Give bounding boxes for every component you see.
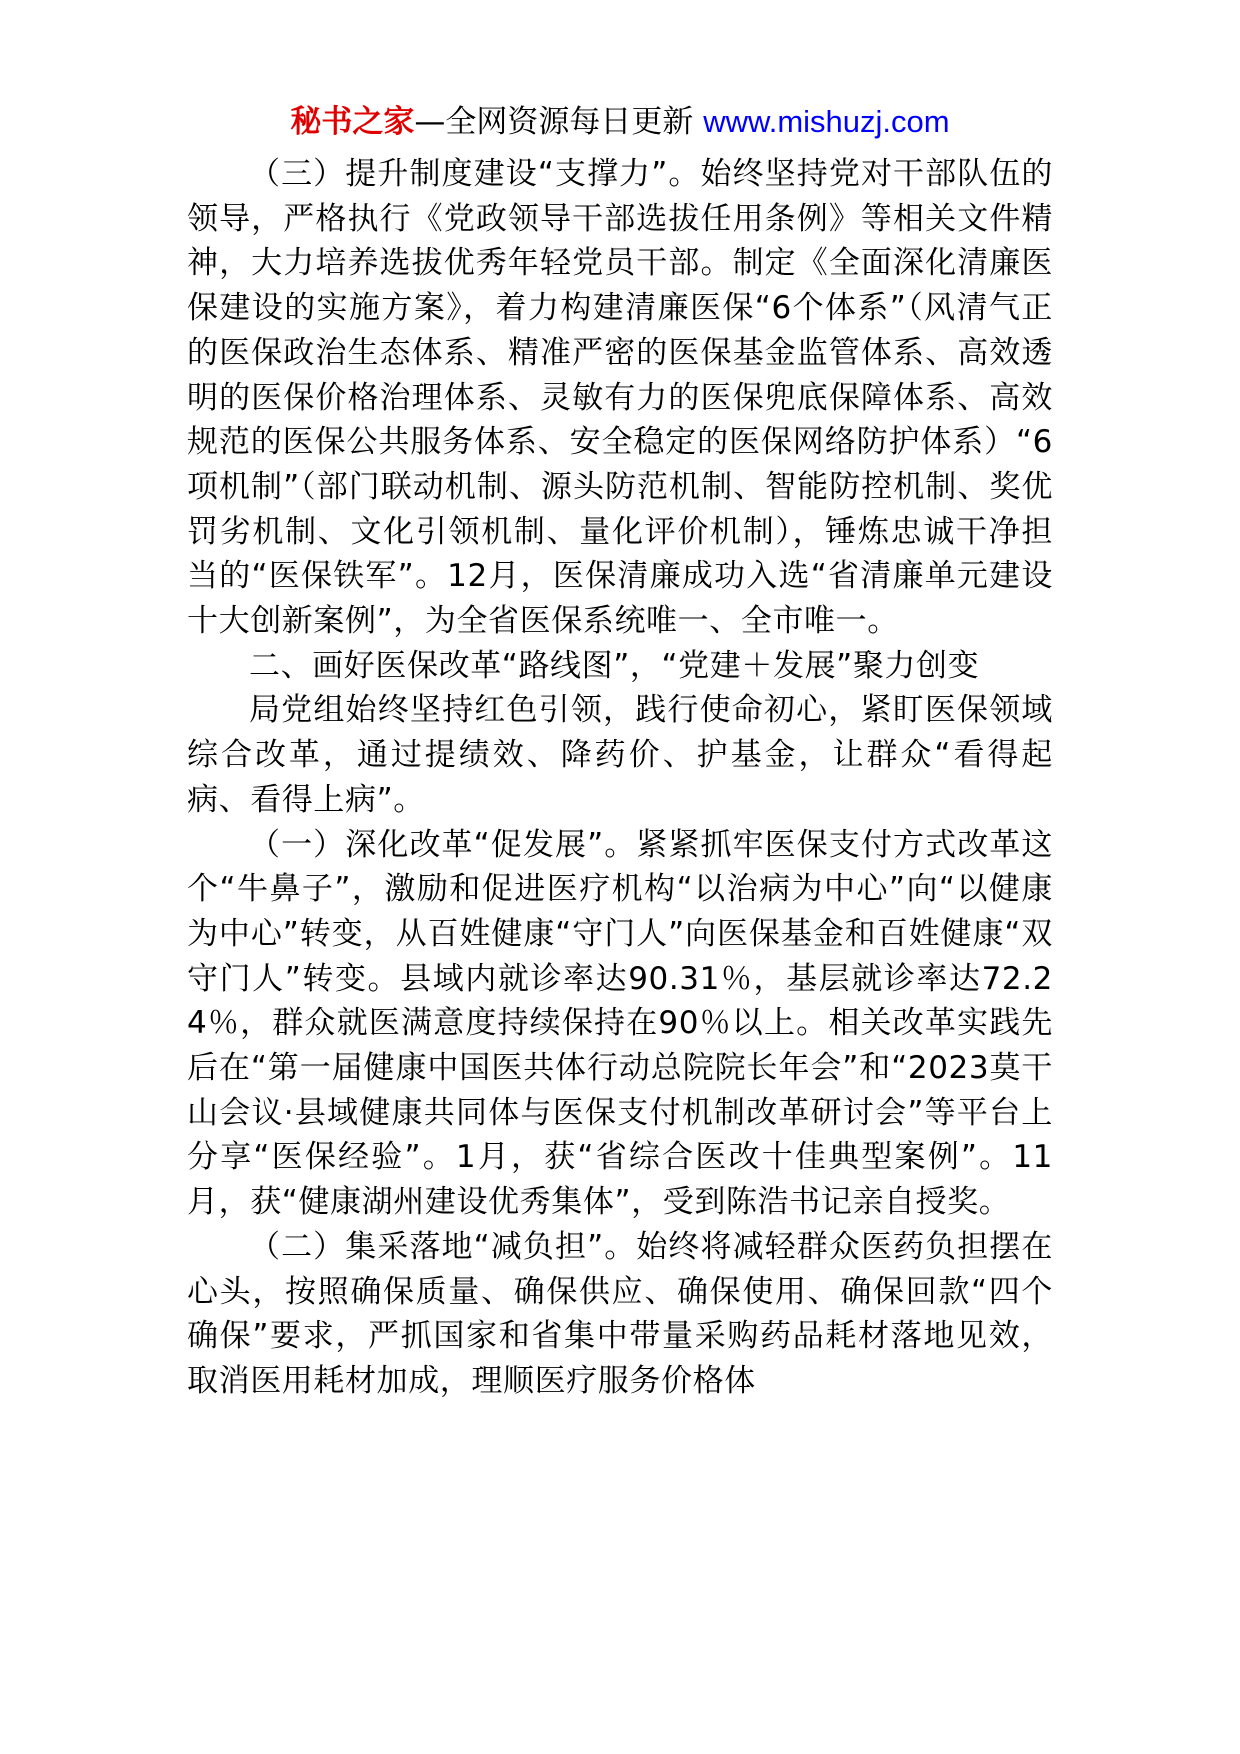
section-heading-reform: 二、画好医保改革“路线图”，“党建＋发展”聚力创变	[249, 647, 980, 684]
paragraph-procurement: （二）集采落地“减负担”。始终将减轻群众医药负担摆在心头，按照确保质量、确保供应、确保使用、确保回款“四个确保”要求，严抓国家和省集中带量采购药品耗材落地见效，取消医用耗材加成，理顺医疗服务价格体	[187, 1228, 1053, 1399]
brand-name: 秘书之家	[290, 104, 415, 140]
page-header	[0, 100, 1240, 144]
header-slogan: —全网资源每日更新	[414, 104, 704, 140]
paragraph-reform-intro: 局党组始终坚持红色引领，践行使命初心，紧盯医保领域综合改革，通过提绩效、降药价、护基金，让群众“看得起病、看得上病”。	[187, 692, 1053, 818]
document-body	[187, 152, 1053, 1404]
paragraph-deepen-reform: （一）深化改革“促发展”。紧紧抓牢医保支付方式改革这个“牛鼻子”，激励和促进医疗机构“以治病为中心”向“以健康为中心”转变，从百姓健康“守门人”向医保基金和百姓健康“双守门人”转变。县域内就诊率达90.31％，基层就诊率达72.24％，群众就医满意度持续保持在90％以上。相关改革实践先后在“第一届健康中国医共体行动总院院长年会”和“2023莫干山会议·县域健康共同体与医保支付机制改革研讨会”等平台上分享“医保经验”。1月，获“省综合医改十佳典型案例”。11月，获“健康湖州建设优秀集体”，受到陈浩书记亲自授奖。	[187, 826, 1053, 1221]
website-link[interactable]: www.mishuzj.com	[703, 104, 950, 139]
paragraph-institution-building: （三）提升制度建设“支撑力”。始终坚持党对干部队伍的领导，严格执行《党政领导干部选拔任用条例》等相关文件精神，大力培养选拔优秀年轻党员干部。制定《全面深化清廉医保建设的实施方案》，着力构建清廉医保“6个体系”（风清气正的医保政治生态体系、精准严密的医保基金监管体系、高效透明的医保价格治理体系、灵敏有力的医保兜底保障体系、高效规范的医保公共服务体系、安全稳定的医保网络防护体系）“6项机制”（部门联动机制、源头防范机制、智能防控机制、奖优罚劣机制、文化引领机制、量化评价机制），锤炼忠诚干净担当的“医保铁军”。12月，医保清廉成功入选“省清廉单元建设十大创新案例”，为全省医保系统唯一、全市唯一。	[187, 156, 1053, 640]
